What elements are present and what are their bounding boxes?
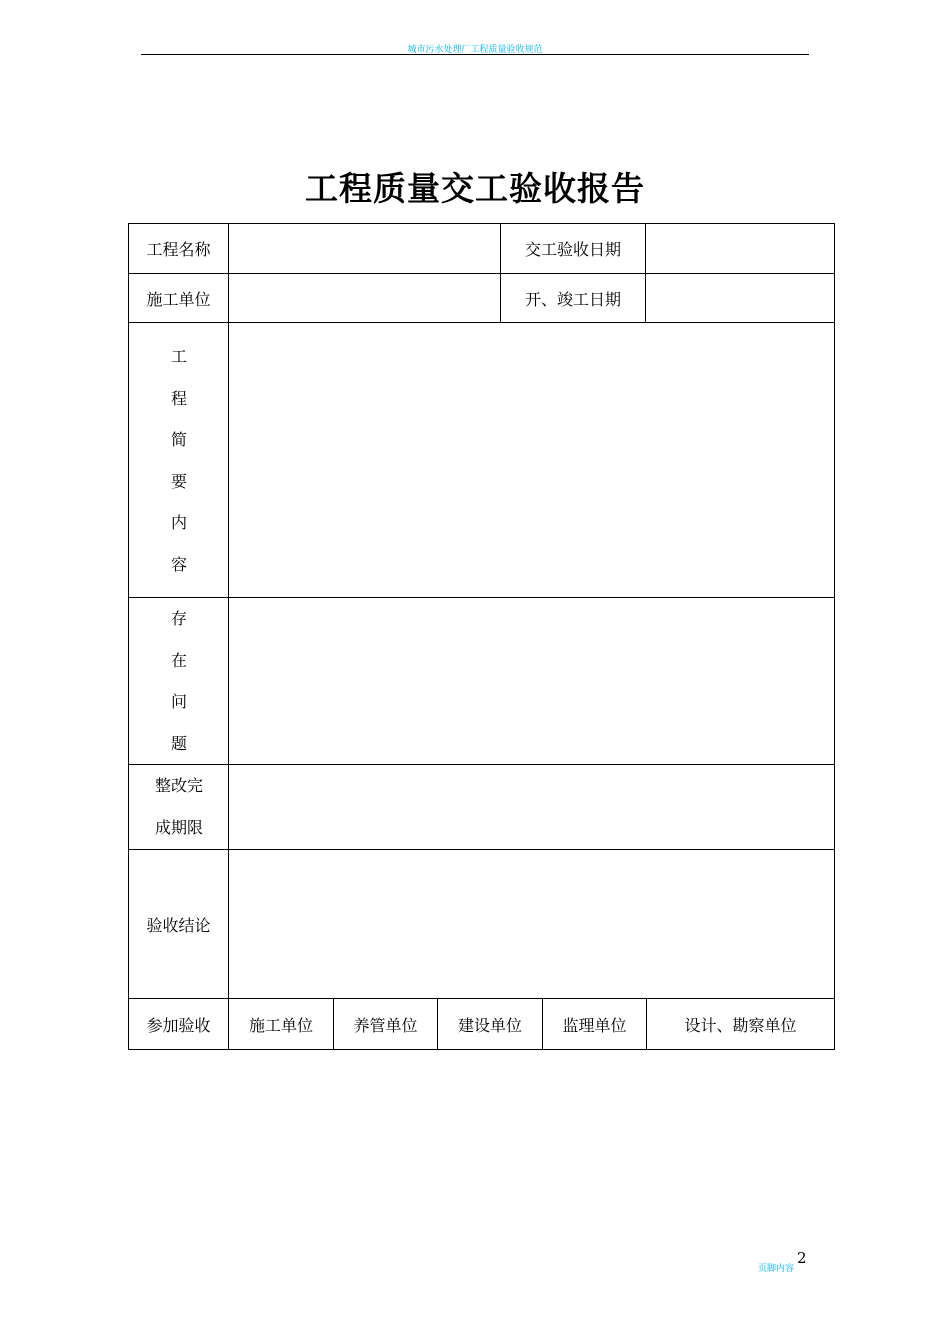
project-summary-label	[129, 347, 229, 575]
page-number: 2	[797, 1249, 807, 1267]
page-header-text: 城市污水处理厂工程质量验收规范	[407, 45, 543, 55]
acceptance-conclusion-field[interactable]	[229, 850, 834, 998]
rectification-deadline-label	[129, 776, 229, 838]
label-char: 程	[170, 388, 187, 408]
rectification-deadline-field[interactable]	[229, 765, 834, 849]
label-char: 工	[170, 347, 187, 366]
start-completion-date-field[interactable]	[646, 274, 834, 322]
acceptance-date-field[interactable]	[646, 224, 834, 273]
project-name-label: 工程名称	[146, 240, 211, 259]
label-char: 要	[170, 471, 187, 491]
participants-label: 参加验收	[146, 1015, 211, 1035]
existing-problems-label	[129, 609, 229, 754]
acceptance-conclusion-label: 验收结论	[146, 915, 211, 935]
project-name-field[interactable]	[229, 224, 500, 273]
participant-contractor: 施工单位	[248, 1015, 313, 1035]
existing-problems-field[interactable]	[229, 598, 834, 764]
participant-owner: 建设单位	[457, 1015, 522, 1035]
label-char: 题	[170, 733, 187, 753]
label-line: 整改完	[154, 776, 203, 795]
acceptance-date-label: 交工验收日期	[524, 240, 621, 259]
participant-supervisor: 监理单位	[562, 1015, 627, 1035]
label-char: 容	[170, 554, 187, 574]
label-char: 问	[170, 692, 187, 712]
label-char: 简	[170, 430, 187, 450]
table-border-bottom	[128, 1049, 835, 1050]
participant-maintenance: 养管单位	[353, 1015, 418, 1035]
header-rule	[141, 54, 809, 55]
project-summary-field[interactable]	[229, 323, 834, 597]
label-char: 在	[170, 650, 187, 670]
label-line: 成期限	[154, 818, 203, 837]
label-char: 内	[170, 513, 187, 533]
table-border-right	[834, 223, 835, 1050]
page-footer-text: 页脚内容	[758, 1264, 795, 1274]
contractor-label: 施工单位	[146, 289, 211, 309]
document-title: 工程质量交工验收报告	[305, 169, 645, 208]
label-char: 存	[170, 609, 187, 628]
participant-design-survey: 设计、勘察单位	[684, 1015, 797, 1035]
contractor-field[interactable]	[229, 274, 500, 322]
start-completion-date-label: 开、竣工日期	[524, 289, 621, 309]
